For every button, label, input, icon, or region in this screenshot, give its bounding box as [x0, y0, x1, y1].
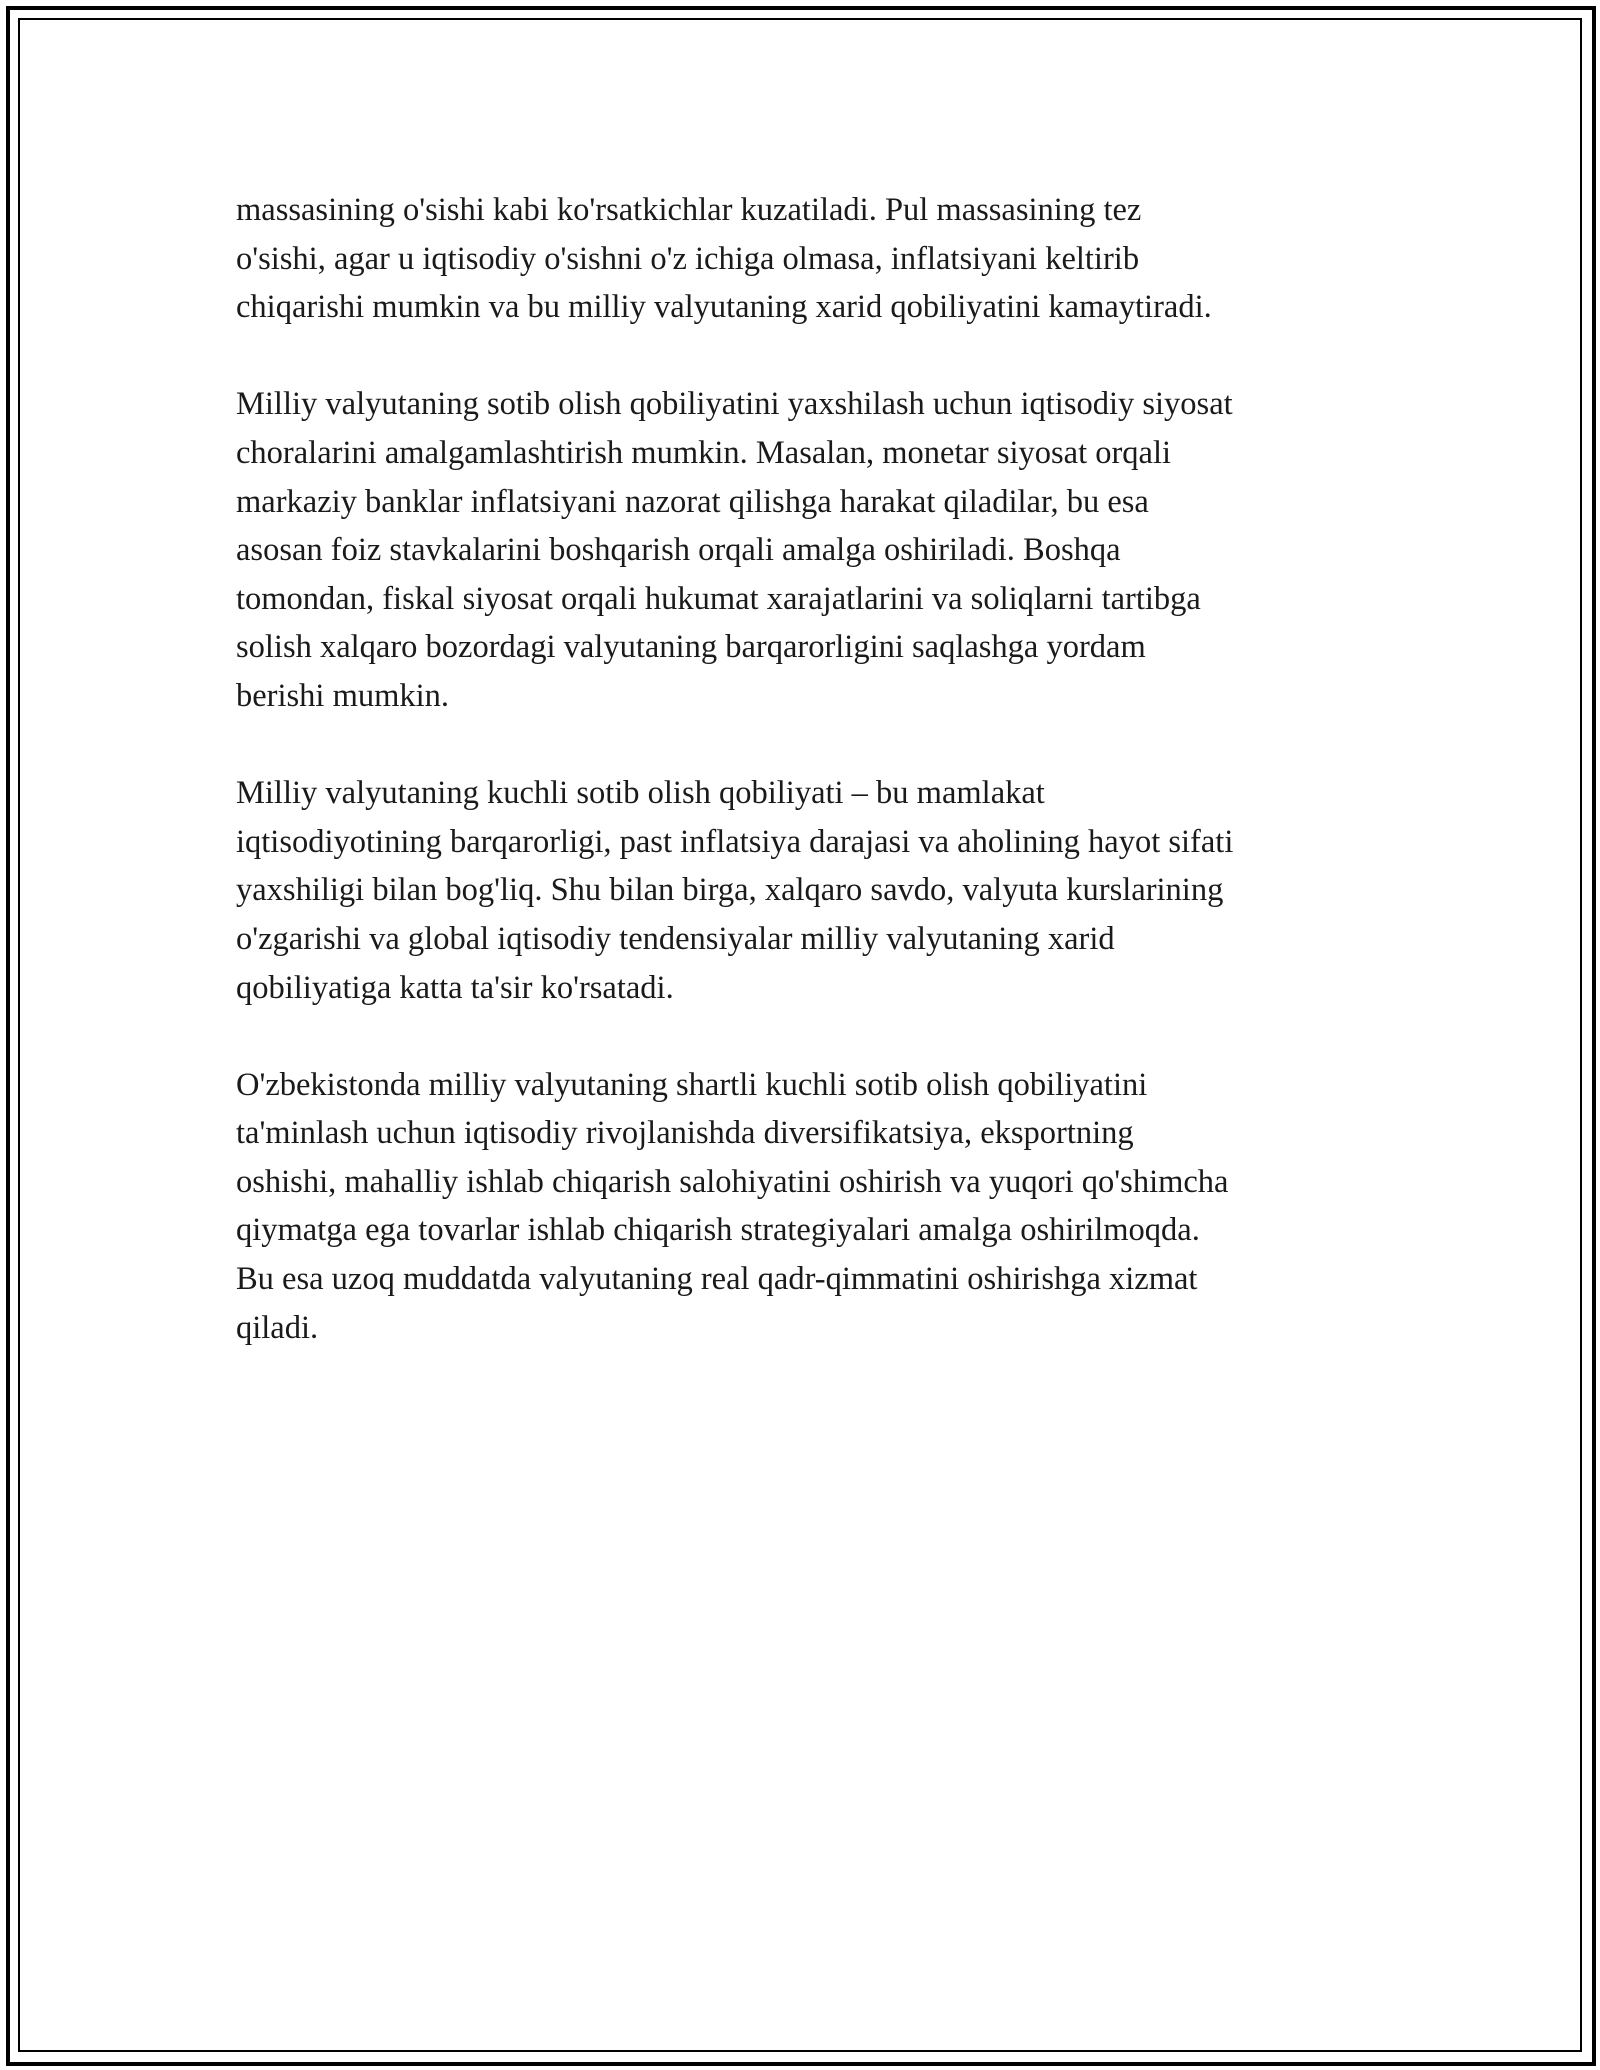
paragraph-1 — [236, 186, 1366, 332]
text-line: chiqarishi mumkin va bu milliy valyutaning xarid qobiliyatini kamaytiradi. — [236, 289, 1212, 326]
text-line: tomondan, fiskal siyosat orqali hukumat xarajatlarini va soliqlarni tartibga — [236, 580, 1201, 617]
text-line: ta'minlash uchun iqtisodiy rivojlanishda diversifikatsiya, eksportning — [236, 1115, 1134, 1152]
text-line: iqtisodiyotining barqarorligi, past inflatsiya darajasi va aholining hayot sifati — [236, 823, 1234, 860]
paragraph-2 — [236, 380, 1366, 720]
text-line: markaziy banklar inflatsiyani nazorat qilishga harakat qiladilar, bu esa — [236, 483, 1149, 520]
text-line: Bu esa uzoq muddatda valyutaning real qadr-qimmatini oshirishga xizmat — [236, 1261, 1198, 1298]
paragraph-4 — [236, 1061, 1366, 1353]
document-body — [236, 186, 1366, 1401]
text-line: massasining o'sishi kabi ko'rsatkichlar kuzatiladi. Pul massasining tez — [236, 192, 1142, 228]
text-line: asosan foiz stavkalarini boshqarish orqali amalga oshiriladi. Boshqa — [236, 532, 1121, 569]
text-line: qobiliyatiga katta ta'sir ko'rsatadi. — [236, 969, 674, 1006]
text-line: solish xalqaro bozordagi valyutaning barqarorligini saqlashga yordam — [236, 629, 1146, 666]
text-line: yaxshiligi bilan bog'liq. Shu bilan birga, xalqaro savdo, valyuta kurslarining — [236, 872, 1224, 909]
text-line: qiladi. — [236, 1309, 319, 1346]
text-line: choralarini amalgamlashtirish mumkin. Masalan, monetar siyosat orqali — [236, 434, 1172, 471]
paragraph-3 — [236, 769, 1366, 1012]
text-line: Milliy valyutaning kuchli sotib olish qobiliyati – bu mamlakat — [236, 775, 1045, 812]
text-line: berishi mumkin. — [236, 677, 450, 714]
text-line: oshishi, mahalliy ishlab chiqarish salohiyatini oshirish va yuqori qo'shimcha — [236, 1163, 1229, 1200]
text-line: o'zgarishi va global iqtisodiy tendensiyalar milliy valyutaning xarid — [236, 920, 1115, 957]
text-line: qiymatga ega tovarlar ishlab chiqarish strategiyalari amalga oshirilmoqda. — [236, 1212, 1200, 1249]
text-line: Milliy valyutaning sotib olish qobiliyatini yaxshilash uchun iqtisodiy siyosat — [236, 386, 1233, 423]
text-line: o'sishi, agar u iqtisodiy o'sishni o'z ichiga olmasa, inflatsiyani keltirib — [236, 240, 1140, 277]
text-line: O'zbekistonda milliy valyutaning shartli kuchli sotib olish qobiliyatini — [236, 1066, 1148, 1103]
